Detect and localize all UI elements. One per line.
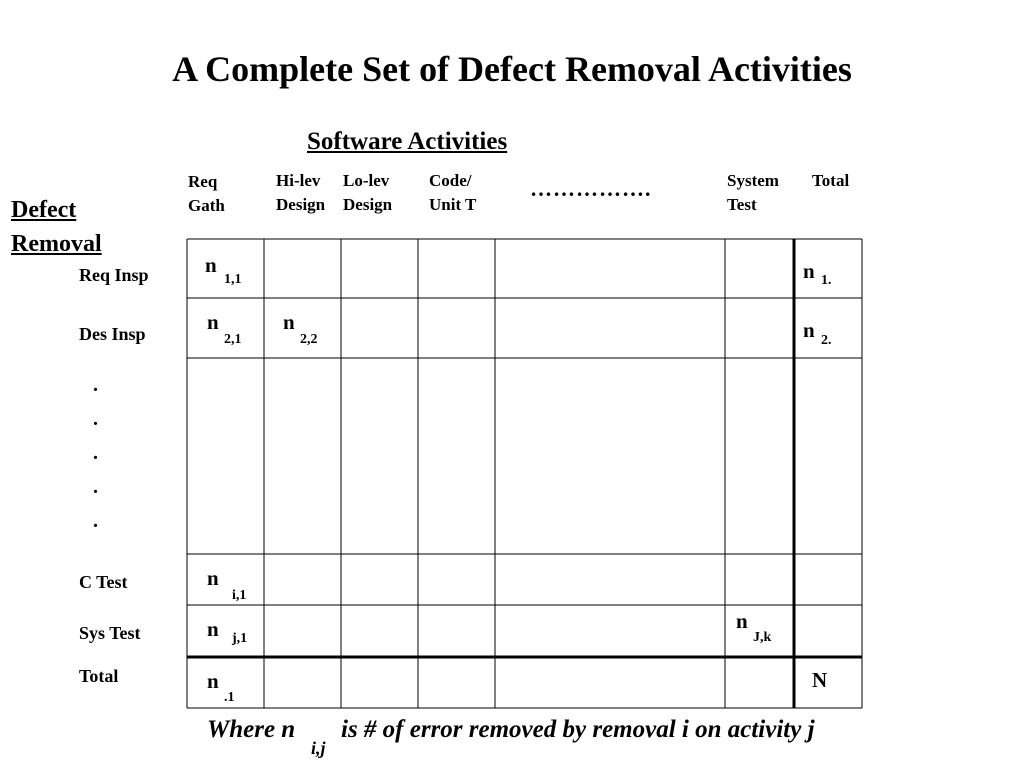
cell-n: n: [205, 253, 217, 277]
row-label-des-insp: Des Insp: [79, 324, 146, 344]
column-header-line: System: [727, 171, 779, 190]
row-label-total: Total: [79, 666, 119, 686]
cell-subscript: J,k: [753, 630, 772, 645]
footnote-prefix: Where n: [207, 716, 296, 743]
cell-n: n: [207, 617, 219, 641]
row-ellipsis-dot: .: [93, 442, 98, 464]
cell-n: n: [207, 566, 219, 590]
defect-removal-label-line1: Defect: [11, 197, 77, 223]
cell-n: n: [803, 318, 815, 342]
cell-subscript: j,1: [232, 631, 248, 646]
column-header-line: Unit T: [429, 195, 477, 214]
row-ellipsis-dot: .: [93, 476, 98, 498]
row-ellipsis-dot: .: [93, 510, 98, 532]
cell-subscript: .1: [224, 690, 235, 705]
cell-subscript: 1,1: [224, 272, 242, 287]
cell-grand-total: N: [812, 668, 828, 692]
row-ellipsis-dot: .: [93, 374, 98, 396]
column-header-line: Design: [276, 195, 326, 214]
column-ellipsis: …………….: [530, 176, 652, 201]
column-header-line: Hi-lev: [276, 171, 321, 190]
page-title: A Complete Set of Defect Removal Activities: [172, 49, 852, 89]
footnote-subscript: i,j: [311, 738, 326, 758]
cell-subscript: 2,2: [300, 332, 318, 347]
cell-subscript: 2.: [821, 333, 832, 348]
column-header-line: Design: [343, 195, 393, 214]
column-header-line: Gath: [188, 196, 225, 215]
column-header-line: Total: [812, 171, 850, 190]
cell-subscript: 2,1: [224, 332, 242, 347]
column-header-line: Lo-lev: [343, 171, 390, 190]
column-header-line: Code/: [429, 171, 472, 190]
cell-n: n: [283, 310, 295, 334]
column-header-line: Test: [727, 195, 757, 214]
row-label-c-test: C Test: [79, 572, 128, 592]
cell-n: n: [207, 669, 219, 693]
cell-subscript: 1.: [821, 273, 832, 288]
cell-n: n: [736, 609, 748, 633]
column-header-line: Req: [188, 172, 218, 191]
footnote-text: is # of error removed by removal i on activity j: [341, 716, 815, 743]
row-label-sys-test: Sys Test: [79, 623, 141, 643]
defect-removal-label-line2: Removal: [11, 231, 102, 257]
row-label-req-insp: Req Insp: [79, 265, 149, 285]
cell-n: n: [803, 259, 815, 283]
software-activities-heading: Software Activities: [307, 128, 508, 155]
row-ellipsis-dot: .: [93, 408, 98, 430]
cell-subscript: i,1: [232, 588, 247, 603]
cell-n: n: [207, 310, 219, 334]
